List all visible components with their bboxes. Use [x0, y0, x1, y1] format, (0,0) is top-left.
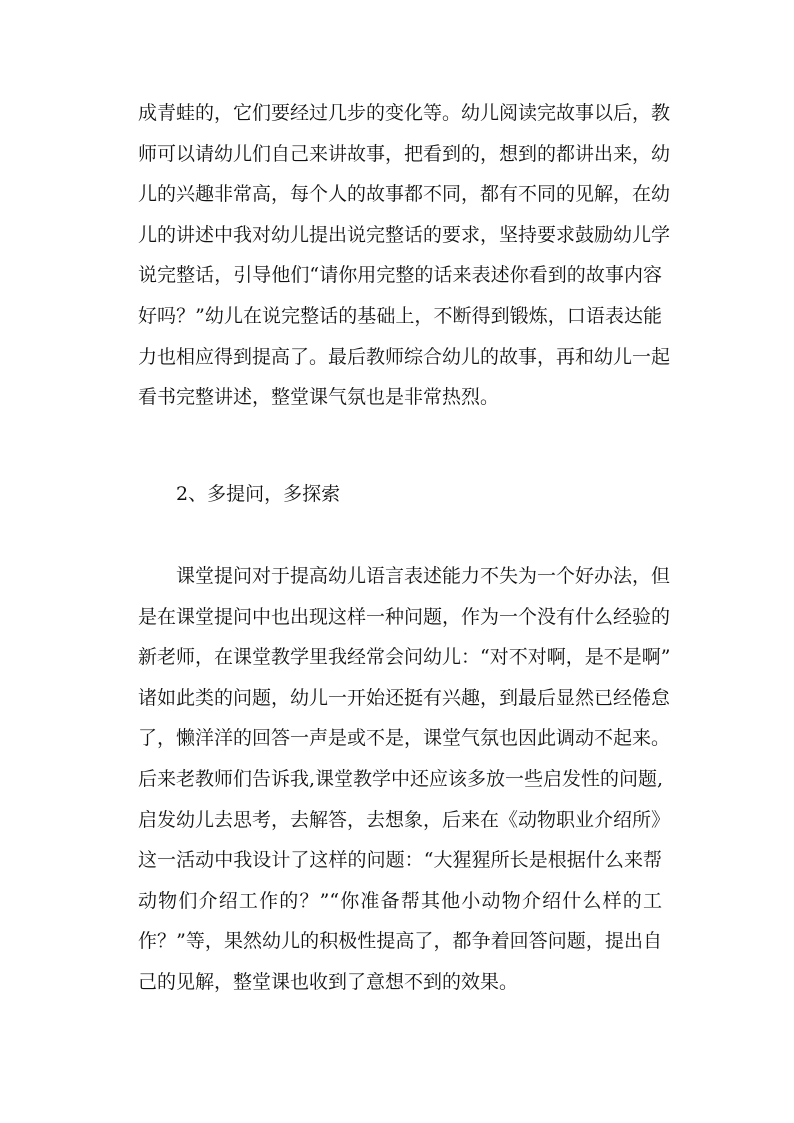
text-line: 说完整话，引导他们“请你用完整的话来表述你看到的故事内容: [138, 264, 662, 287]
text-line: 好吗？”幼儿在说完整话的基础上，不断得到锻炼，口语表达能: [138, 304, 662, 327]
text-line: 成青蛙的，它们要经过几步的变化等。幼儿阅读完故事以后，教: [138, 102, 671, 124]
text-line: 新老师，在课堂教学里我经常会问幼儿：“对不对啊，是不是啊”: [138, 646, 671, 669]
text-line: 启发幼儿去思考，去解答，去想象，后来在《动物职业介绍所》: [138, 808, 671, 831]
text-line: 作？”等，果然幼儿的积极性提高了，都争着回答问题，提出自: [138, 930, 662, 953]
text-line: 儿的兴趣非常高，每个人的故事都不同，都有不同的见解，在幼: [138, 183, 671, 206]
text-line: 己的见解，整堂课也收到了意想不到的效果。: [138, 970, 519, 993]
text-line: 诸如此类的问题，幼儿一开始还挺有兴趣，到最后显然已经倦怠: [138, 686, 671, 709]
section-heading: [138, 474, 662, 515]
paragraph-1: [138, 93, 671, 418]
text-line: 看书完整讲述，整堂课气氛也是非常热烈。: [138, 386, 500, 409]
text-line: 是在课堂提问中也出现这样一种问题，作为一个没有什么经验的: [138, 605, 671, 628]
text-line: 动物们介绍工作的？”“你准备帮其他小动物介绍什么样的工: [138, 889, 662, 912]
text-line: 课堂提问对于提高幼儿语言表述能力不失为一个好办法，但: [176, 565, 671, 587]
text-line: 儿的讲述中我对幼儿提出说完整话的要求，坚持要求鼓励幼儿学: [138, 223, 671, 246]
section-heading-text: 2、多提问，多探索: [176, 483, 341, 505]
text-line: 后来老教师们告诉我,课堂教学中还应该多放一些启发性的问题,: [138, 767, 664, 790]
paragraph-2: [138, 556, 671, 1003]
text-line: 了，懒洋洋的回答一声是或不是，课堂气氛也因此调动不起来。: [138, 727, 671, 750]
text-line: 这一活动中我设计了这样的问题：“大猩猩所长是根据什么来帮: [138, 849, 662, 872]
text-line: 师可以请幼儿们自己来讲故事，把看到的，想到的都讲出来，幼: [138, 142, 671, 165]
text-line: 力也相应得到提高了。最后教师综合幼儿的故事，再和幼儿一起: [138, 345, 671, 368]
